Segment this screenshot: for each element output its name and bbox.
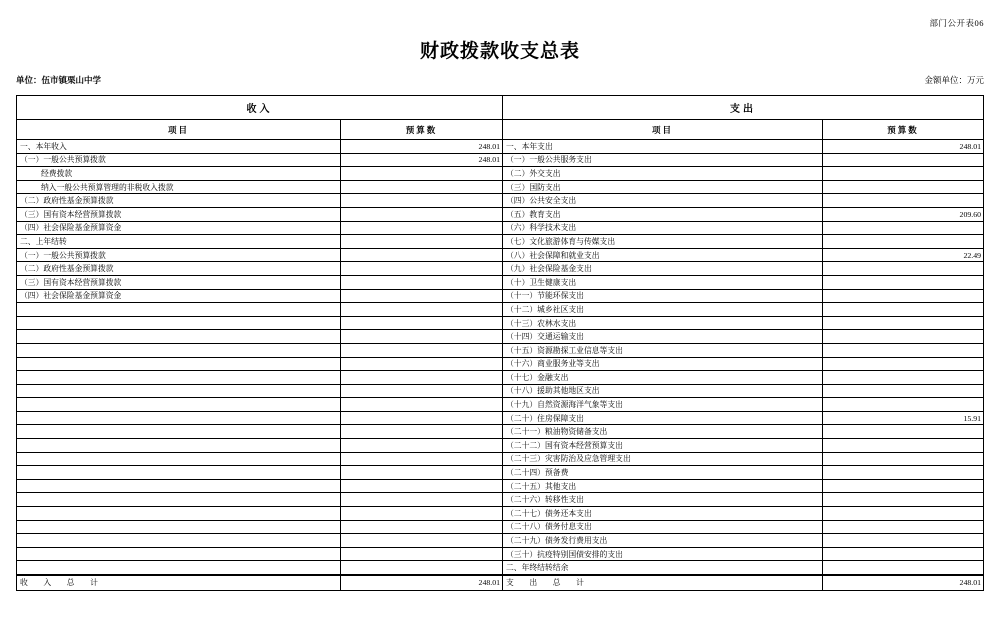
value-cell: 248.01 [822, 140, 983, 153]
item-cell: 一、本年支出 [506, 141, 553, 151]
table-row [503, 425, 983, 439]
item-cell: 纳入一般公共预算管理的非税收入拨款 [41, 182, 174, 192]
value-cell [822, 385, 983, 398]
value-cell [340, 493, 502, 506]
value-cell [822, 181, 983, 194]
income-rows [17, 140, 502, 590]
value-cell [340, 222, 502, 235]
item-cell: （十二）城乡社区支出 [506, 304, 584, 314]
value-cell [822, 561, 983, 574]
table-row [503, 534, 983, 548]
item-cell [17, 534, 340, 547]
amount-unit-label: 金额单位：万元 [924, 75, 984, 85]
value-cell [340, 398, 502, 411]
value-cell [340, 249, 502, 262]
item-cell [17, 398, 340, 411]
value-cell [822, 466, 983, 479]
expenditure-section-header: 支出 [503, 96, 983, 120]
table-row [17, 276, 502, 290]
item-cell: （二十）住房保障支出 [506, 413, 584, 423]
item-cell [17, 371, 340, 384]
table-row [17, 208, 502, 222]
table-row [17, 439, 502, 453]
table-row [17, 222, 502, 236]
expenditure-section [503, 96, 983, 590]
item-cell [17, 317, 340, 330]
item-cell: 二、上年结转 [20, 236, 67, 246]
table-row [17, 466, 502, 480]
value-cell [822, 330, 983, 343]
table-row [503, 140, 983, 154]
table-row [17, 358, 502, 372]
table-row [503, 317, 983, 331]
value-cell: 248.01 [340, 140, 502, 153]
table-row [503, 371, 983, 385]
value-cell [822, 290, 983, 303]
item-cell: （三）国有资本经营预算拨款 [20, 277, 122, 287]
table-row [503, 194, 983, 208]
table-row [17, 249, 502, 263]
value-cell [340, 317, 502, 330]
table-row [503, 561, 983, 575]
income-section-header: 收入 [17, 96, 502, 120]
item-cell [17, 385, 340, 398]
value-cell [822, 317, 983, 330]
table-row [503, 290, 983, 304]
item-cell: （五）教育支出 [506, 209, 561, 219]
table-row [503, 222, 983, 236]
value-cell [340, 453, 502, 466]
item-cell [17, 439, 340, 452]
value-cell [822, 480, 983, 493]
item-cell: （二十七）债务还本支出 [506, 508, 592, 518]
table-row [503, 507, 983, 521]
value-cell [340, 439, 502, 452]
table-row [17, 154, 502, 168]
item-cell: （十五）资源勘探工业信息等支出 [506, 345, 623, 355]
table-row [503, 439, 983, 453]
value-cell [340, 181, 502, 194]
item-cell [17, 453, 340, 466]
expenditure-col-item-header: 项目 [651, 124, 673, 135]
item-cell: 经费拨款 [41, 168, 73, 178]
table-row [17, 507, 502, 521]
value-cell [340, 208, 502, 221]
item-cell: （二十三）灾害防治及应急管理支出 [506, 454, 631, 464]
item-cell: （七）文化旅游体育与传媒支出 [506, 236, 616, 246]
value-cell [822, 507, 983, 520]
value-cell [822, 548, 983, 561]
value-cell [340, 344, 502, 357]
table-row [17, 493, 502, 507]
page-title: 财政拨款收支总表 [419, 41, 580, 62]
item-cell [17, 521, 340, 534]
table-row [17, 480, 502, 494]
value-cell: 248.01 [340, 576, 502, 590]
table-row [503, 412, 983, 426]
item-cell [17, 548, 340, 561]
item-cell [17, 344, 340, 357]
item-cell: 支 出 总 计 [506, 578, 584, 588]
table-row [503, 154, 983, 168]
item-cell [17, 480, 340, 493]
table-row [17, 453, 502, 467]
table-row [17, 385, 502, 399]
table-row [17, 330, 502, 344]
table-row [17, 262, 502, 276]
value-cell: 248.01 [822, 576, 983, 590]
item-cell: 一、本年收入 [20, 141, 67, 151]
table-row [503, 249, 983, 263]
table-row [17, 371, 502, 385]
budget-table [16, 95, 984, 591]
item-cell: （十八）援助其他地区支出 [506, 386, 600, 396]
value-cell [822, 167, 983, 180]
value-cell [340, 548, 502, 561]
value-cell [822, 358, 983, 371]
value-cell [340, 262, 502, 275]
table-row [503, 181, 983, 195]
value-cell: 15.91 [822, 412, 983, 425]
table-row [503, 398, 983, 412]
value-cell [822, 425, 983, 438]
expenditure-columns-header [503, 120, 983, 140]
item-cell: （十）卫生健康支出 [506, 277, 577, 287]
item-cell: 收 入 总 计 [20, 578, 98, 588]
doc-code: 部门公开表06 [929, 18, 984, 28]
table-row [17, 344, 502, 358]
value-cell [340, 358, 502, 371]
table-row [17, 235, 502, 249]
value-cell [340, 561, 502, 574]
table-row [503, 480, 983, 494]
value-cell [822, 276, 983, 289]
value-cell: 248.01 [340, 154, 502, 167]
value-cell [340, 371, 502, 384]
item-cell: （三）国防支出 [506, 182, 561, 192]
value-cell [822, 439, 983, 452]
expenditure-col-budget-header: 预算数 [822, 120, 983, 139]
item-cell: （十六）商业服务业等支出 [506, 359, 600, 369]
item-cell: （四）社会保险基金预算资金 [20, 291, 122, 301]
value-cell [340, 385, 502, 398]
item-cell: （十一）节能环保支出 [506, 291, 584, 301]
value-cell [340, 194, 502, 207]
table-row [503, 208, 983, 222]
value-cell [822, 371, 983, 384]
value-cell [340, 534, 502, 547]
table-row [17, 534, 502, 548]
value-cell [822, 534, 983, 547]
table-row [17, 303, 502, 317]
value-cell [822, 154, 983, 167]
table-row [503, 466, 983, 480]
value-cell [822, 194, 983, 207]
item-cell [17, 507, 340, 520]
table-row [17, 425, 502, 439]
value-cell [822, 398, 983, 411]
value-cell [822, 262, 983, 275]
item-cell [17, 412, 340, 425]
value-cell [822, 303, 983, 316]
item-cell: （十三）农林水支出 [506, 318, 577, 328]
item-cell: （二十一）粮油物资储备支出 [506, 427, 608, 437]
table-row [17, 181, 502, 195]
item-cell: （一）一般公共预算拨款 [20, 250, 106, 260]
item-cell: 二、年终结转结余 [506, 563, 569, 573]
item-cell [17, 425, 340, 438]
value-cell [340, 507, 502, 520]
table-row [17, 561, 502, 575]
value-cell [340, 466, 502, 479]
item-cell: （二十九）债务发行费用支出 [506, 536, 608, 546]
item-cell: （二十四）预备费 [506, 468, 569, 478]
value-cell [340, 412, 502, 425]
expenditure-rows [503, 140, 983, 590]
item-cell: （二）外交支出 [506, 168, 561, 178]
table-row [17, 140, 502, 154]
item-cell [17, 561, 340, 574]
table-row [17, 548, 502, 562]
value-cell [340, 330, 502, 343]
item-cell: （十四）交通运输支出 [506, 332, 584, 342]
item-cell: （四）社会保险基金预算资金 [20, 223, 122, 233]
table-row [503, 262, 983, 276]
item-cell: （九）社会保险基金支出 [506, 264, 592, 274]
item-cell: （二十六）转移性支出 [506, 495, 584, 505]
total-row [503, 575, 983, 590]
table-row [503, 303, 983, 317]
item-cell: （八）社会保障和就业支出 [506, 250, 600, 260]
value-cell [340, 290, 502, 303]
table-row [17, 398, 502, 412]
value-cell [340, 276, 502, 289]
value-cell [822, 493, 983, 506]
table-row [17, 521, 502, 535]
item-cell: （十九）自然资源海洋气象等支出 [506, 400, 623, 410]
income-col-item-header: 项目 [167, 124, 189, 135]
total-row [17, 575, 502, 590]
value-cell [340, 167, 502, 180]
item-cell [17, 303, 340, 316]
value-cell [340, 235, 502, 248]
item-cell [17, 330, 340, 343]
item-cell: （三十）抗疫特别国债安排的支出 [506, 549, 623, 559]
item-cell: （一）一般公共服务支出 [506, 155, 592, 165]
table-row [17, 167, 502, 181]
income-section [17, 96, 503, 590]
item-cell [17, 466, 340, 479]
value-cell [340, 480, 502, 493]
value-cell [340, 521, 502, 534]
table-row [503, 548, 983, 562]
income-columns-header [17, 120, 502, 140]
item-cell: （三）国有资本经营预算拨款 [20, 209, 122, 219]
item-cell: （十七）金融支出 [506, 372, 569, 382]
item-cell: （二十八）债务付息支出 [506, 522, 592, 532]
table-row [503, 358, 983, 372]
item-cell: （一）一般公共预算拨款 [20, 155, 106, 165]
table-row [17, 194, 502, 208]
item-cell: （二）政府性基金预算拨款 [20, 196, 114, 206]
value-cell [822, 344, 983, 357]
item-cell: （二）政府性基金预算拨款 [20, 264, 114, 274]
table-row [17, 317, 502, 331]
table-row [17, 412, 502, 426]
meta-line [16, 74, 984, 86]
table-row [503, 493, 983, 507]
item-cell: （四）公共安全支出 [506, 196, 577, 206]
table-row [503, 521, 983, 535]
item-cell [17, 493, 340, 506]
table-row [503, 276, 983, 290]
table-row [503, 385, 983, 399]
value-cell [822, 235, 983, 248]
table-row [503, 453, 983, 467]
table-row [503, 167, 983, 181]
item-cell: （二十二）国有资本经营预算支出 [506, 440, 623, 450]
value-cell [822, 222, 983, 235]
item-cell: （二十五）其他支出 [506, 481, 577, 491]
value-cell: 209.60 [822, 208, 983, 221]
item-cell [17, 358, 340, 371]
value-cell [340, 425, 502, 438]
value-cell [822, 521, 983, 534]
value-cell: 22.49 [822, 249, 983, 262]
unit-label: 单位：伍市镇栗山中学 [16, 75, 102, 85]
value-cell [340, 303, 502, 316]
item-cell: （六）科学技术支出 [506, 223, 577, 233]
income-col-budget-header: 预算数 [340, 120, 502, 139]
table-row [503, 235, 983, 249]
table-row [17, 290, 502, 304]
value-cell [822, 453, 983, 466]
table-row [503, 330, 983, 344]
table-row [503, 344, 983, 358]
